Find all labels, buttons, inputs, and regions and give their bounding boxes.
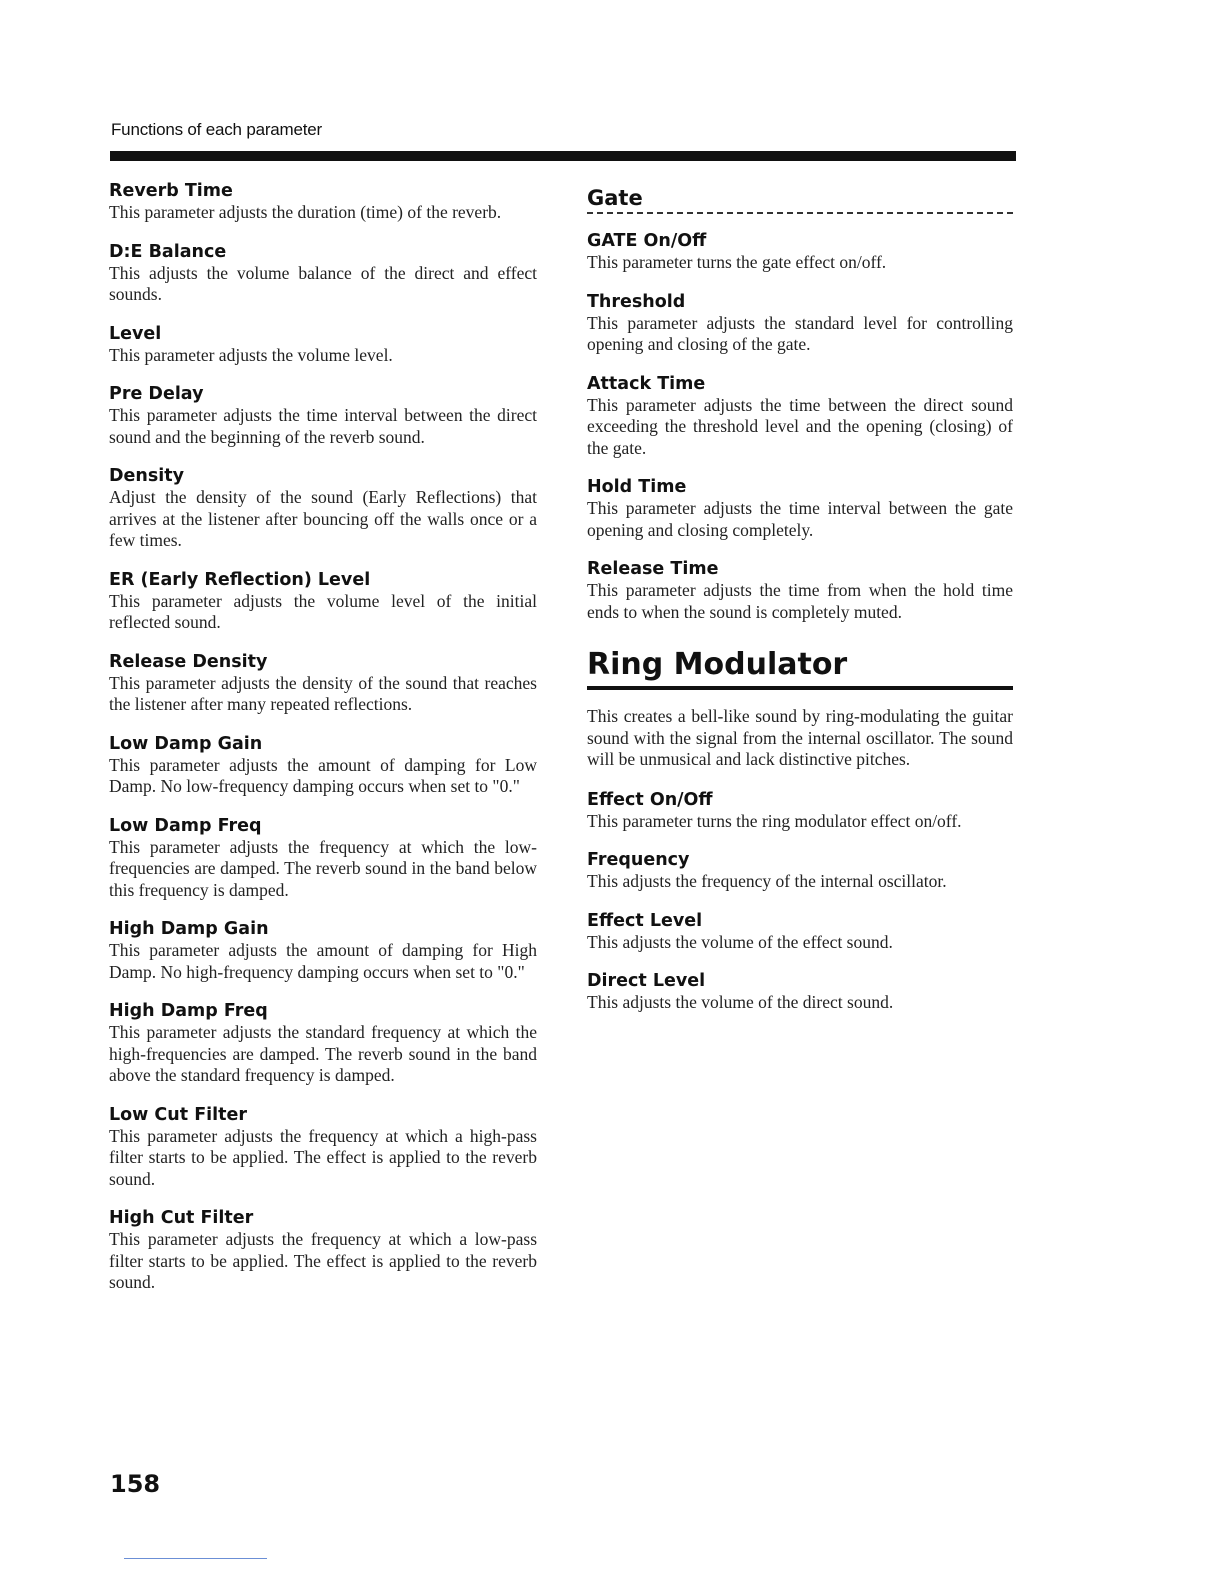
param-title: High Damp Gain	[109, 919, 269, 939]
param-title: Attack Time	[587, 373, 706, 394]
ring-modulator-intro: This creates a bell-like sound by ring-modulating the guitar sound with the signal from the internal oscillator. The sound will be unmusical and lack distinctive pitches.	[587, 706, 1013, 769]
footer-line	[124, 1558, 267, 1559]
param-title: D:E Balance	[109, 241, 227, 262]
param-title: Pre Delay	[109, 384, 204, 404]
param-title: Release Density	[109, 651, 268, 672]
param-description: This adjusts the frequency of the internal oscillator.	[587, 871, 947, 891]
param-level	[109, 323, 537, 367]
section-heading-ring-modulator: Ring Modulator	[587, 647, 1013, 690]
param-effect-level	[587, 910, 1013, 954]
param-description: This parameter adjusts the amount of damping for High Damp. No high-frequency damping occurs when set to "0."	[109, 940, 537, 982]
param-title: GATE On/Off	[587, 231, 707, 251]
param-direct-level	[587, 970, 1013, 1014]
param-low-damp-freq	[109, 815, 537, 902]
param-title: Low Damp Gain	[109, 733, 263, 754]
param-release-time	[587, 558, 1013, 623]
param-title: High Damp Freq	[109, 1001, 268, 1021]
param-effect-on-off	[587, 789, 1013, 833]
param-description: This adjusts the volume of the direct sound.	[587, 992, 894, 1012]
section-heading-gate: Gate	[587, 180, 1013, 214]
header-rule	[110, 151, 1016, 161]
param-title: High Cut Filter	[109, 1208, 254, 1228]
param-title: Hold Time	[587, 477, 687, 497]
param-release-density	[109, 651, 537, 716]
param-attack-time	[587, 373, 1013, 460]
param-description: This parameter adjusts the volume level.	[109, 344, 393, 365]
param-description: This parameter adjusts the standard frequency at which the high-frequencies are damped. The reverb sound in the band above the standard frequency is damped.	[109, 1022, 537, 1085]
param-low-cut-filter	[109, 1104, 537, 1191]
param-description: This parameter adjusts the time interval between the gate opening and closing completely.	[587, 498, 1013, 540]
param-reverb-time	[109, 180, 537, 224]
param-description: This parameter adjusts the standard level for controlling opening and closing of the gate.	[587, 312, 1013, 354]
param-description: This parameter adjusts the duration (time) of the reverb.	[109, 202, 502, 222]
param-description: This parameter turns the ring modulator effect on/off.	[587, 810, 962, 831]
page-number: 158	[110, 1470, 161, 1498]
param-description: This parameter adjusts the frequency at which the low-frequencies are damped. The reverb sound in the band below this frequency is damped.	[109, 836, 537, 900]
running-head: Functions of each parameter	[111, 120, 322, 139]
param-description: This parameter adjusts the amount of damping for Low Damp. No low-frequency damping occurs when set to "0."	[109, 754, 537, 796]
param-description: This parameter adjusts the frequency at which a high-pass filter starts to be applied. The effect is applied to the reverb sound.	[109, 1125, 537, 1189]
right-column	[587, 180, 1013, 1031]
param-description: This parameter adjusts the time between the direct sound exceeding the threshold level and the opening (closing) of the gate.	[587, 394, 1013, 458]
param-title: Effect Level	[587, 910, 703, 931]
param-description: This adjusts the volume of the effect sound.	[587, 931, 893, 952]
param-de-balance	[109, 241, 537, 306]
param-er-level	[109, 569, 537, 634]
param-high-damp-freq	[109, 1000, 537, 1087]
left-column	[109, 180, 537, 1311]
param-title: Density	[109, 466, 185, 486]
param-low-damp-gain	[109, 733, 537, 798]
param-description: This parameter adjusts the time from when the hold time ends to when the sound is completely muted.	[587, 580, 1013, 622]
param-description: This parameter turns the gate effect on/off.	[587, 252, 887, 272]
param-title: Low Damp Freq	[109, 815, 262, 836]
param-high-cut-filter	[109, 1207, 537, 1294]
param-threshold	[587, 291, 1013, 356]
param-title: Direct Level	[587, 971, 706, 991]
param-description: Adjust the density of the sound (Early Reflections) that arrives at the listener after bouncing off the walls once or a few times.	[109, 487, 537, 550]
param-title: Release Time	[587, 559, 719, 579]
param-description: This parameter adjusts the frequency at which a low-pass filter starts to be applied. The effect is applied to the reverb sound.	[109, 1229, 537, 1292]
param-title: Threshold	[587, 291, 686, 312]
param-density	[109, 465, 537, 552]
param-gate-on-off	[587, 230, 1013, 274]
param-title: Effect On/Off	[587, 789, 713, 810]
param-title: Frequency	[587, 850, 690, 870]
param-pre-delay	[109, 383, 537, 448]
param-high-damp-gain	[109, 918, 537, 983]
param-description: This parameter adjusts the volume level of the initial reflected sound.	[109, 590, 537, 632]
param-hold-time	[587, 476, 1013, 541]
param-title: ER (Early Reflection) Level	[109, 569, 371, 590]
param-description: This parameter adjusts the density of the sound that reaches the listener after many repeated reflections.	[109, 672, 537, 714]
param-title: Level	[109, 323, 162, 344]
param-description: This adjusts the volume balance of the direct and effect sounds.	[109, 262, 537, 304]
param-title: Reverb Time	[109, 181, 233, 201]
param-title: Low Cut Filter	[109, 1104, 248, 1125]
param-frequency	[587, 849, 1013, 893]
param-description: This parameter adjusts the time interval between the direct sound and the beginning of the reverb sound.	[109, 405, 537, 447]
